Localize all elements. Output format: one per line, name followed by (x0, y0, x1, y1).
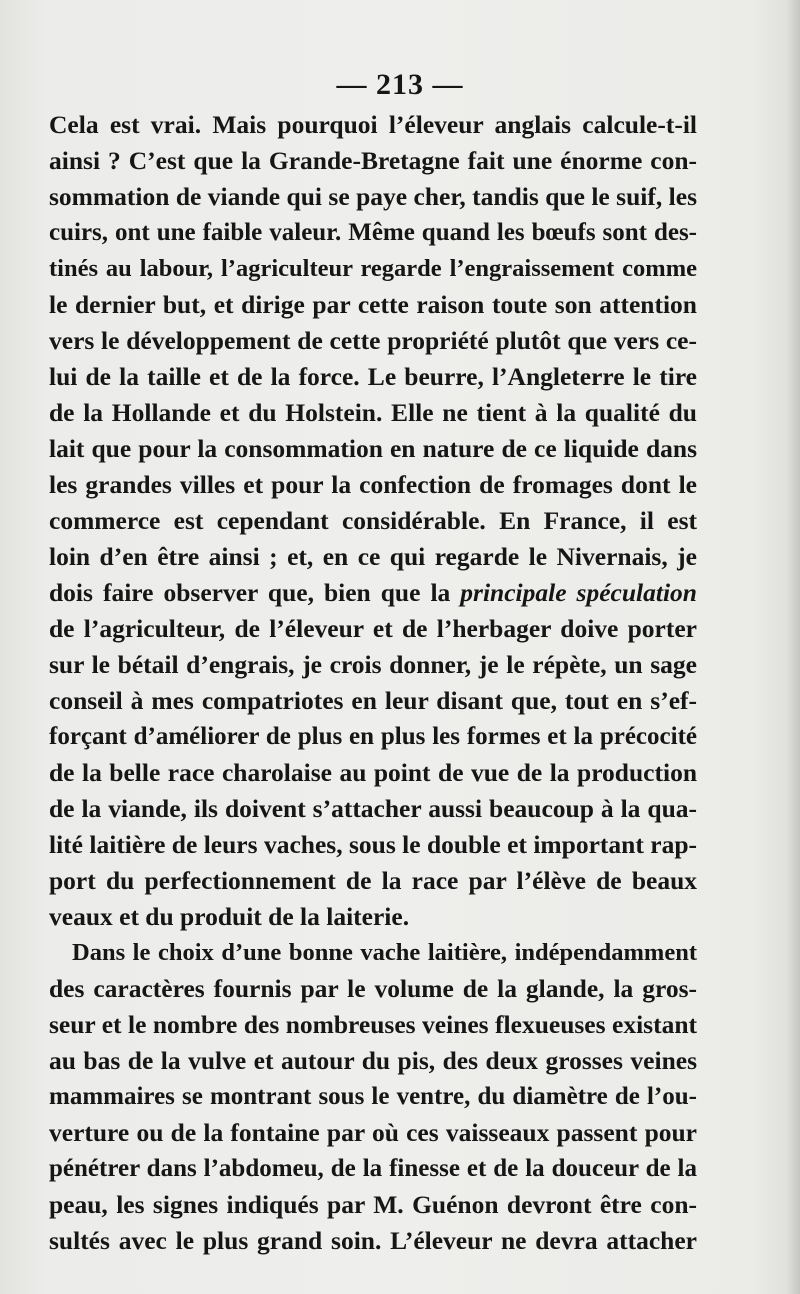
page-number: — 213 — (336, 68, 464, 101)
text-line: le dernier but, et dirige par cette raison toute son attention (49, 290, 697, 319)
paragraph-last-line: veaux et du produit de la laiterie. (49, 902, 410, 931)
page-edge-shadow (786, 0, 800, 1294)
paragraph-first-line: Dans le choix d’une bonne vache laitière, indépendamment (72, 939, 697, 966)
text-segment: dois faire observer que, bien que la (49, 578, 461, 607)
text-line: port du perfectionnement de la race par l’élève de beaux (49, 866, 697, 895)
text-line: seur et le nombre des nombreuses veines flexueuses existant (49, 1010, 697, 1039)
text-line: les grandes villes et pour la confection de fromages dont le (49, 470, 697, 499)
text-line: de la Hollande et du Holstein. Elle ne tient à la qualité du (49, 398, 697, 427)
text-line: Cela est vrai. Mais pourquoi l’éleveur anglais calcule-t-il (49, 110, 697, 139)
text-line: lui de la taille et de la force. Le beurre, l’Angleterre le tire (49, 362, 697, 391)
text-line: conseil à mes compatriotes en leur disant que, tout en s’ef- (49, 686, 697, 715)
italic-phrase: principale spéculation (460, 578, 697, 607)
text-line: de la viande, ils doivent s’attacher aussi beaucoup à la qua- (49, 794, 697, 823)
text-line: pénétrer dans l’abdomeu, de la finesse et de la douceur de la (49, 1155, 697, 1182)
text-line: mammaires se montrant sous le ventre, du diamètre de l’ou- (49, 1083, 697, 1110)
text-line: sultés avec le plus grand soin. L’éleveur ne devra attacher (49, 1226, 697, 1255)
text-line: vers le développement de cette propriété plutôt que vers ce- (49, 326, 697, 355)
text-line: loin d’en être ainsi ; et, en ce qui regarde le Nivernais, je (49, 542, 697, 571)
text-line: sur le bétail d’engrais, je crois donner, je le répète, un sage (49, 650, 697, 679)
text-line: tinés au labour, l’agriculteur regarde l’engraissement comme (49, 255, 697, 282)
text-line: de l’agriculteur, de l’éleveur et de l’herbager doive porter (49, 614, 697, 643)
text-line: forçant d’améliorer de plus en plus les formes et la précocité (49, 723, 697, 750)
text-line: cuirs, ont une faible valeur. Même quand les bœufs sont des- (49, 219, 697, 246)
text-line: des caractères fournis par le volume de la glande, la gros- (49, 974, 697, 1003)
text-line: lité laitière de leurs vaches, sous le double et important rap- (49, 830, 697, 859)
text-line: ainsi ? C’est que la Grande-Bretagne fait une énorme con- (49, 146, 697, 175)
text-line: au bas de la vulve et autour du pis, des deux grosses veines (49, 1046, 697, 1075)
text-line-with-italic (49, 575, 697, 611)
text-line: peau, les signes indiqués par M. Guénon devront être con- (49, 1190, 697, 1219)
text-line: de la belle race charolaise au point de vue de la production (49, 758, 697, 787)
text-line: lait que pour la consommation en nature de ce liquide dans (49, 434, 697, 463)
text-line: sommation de viande qui se paye cher, tandis que le suif, les (49, 182, 697, 211)
text-line: commerce est cependant considérable. En France, il est (49, 506, 697, 535)
text-line: verture ou de la fontaine par où ces vaisseaux passent pour (49, 1118, 697, 1147)
